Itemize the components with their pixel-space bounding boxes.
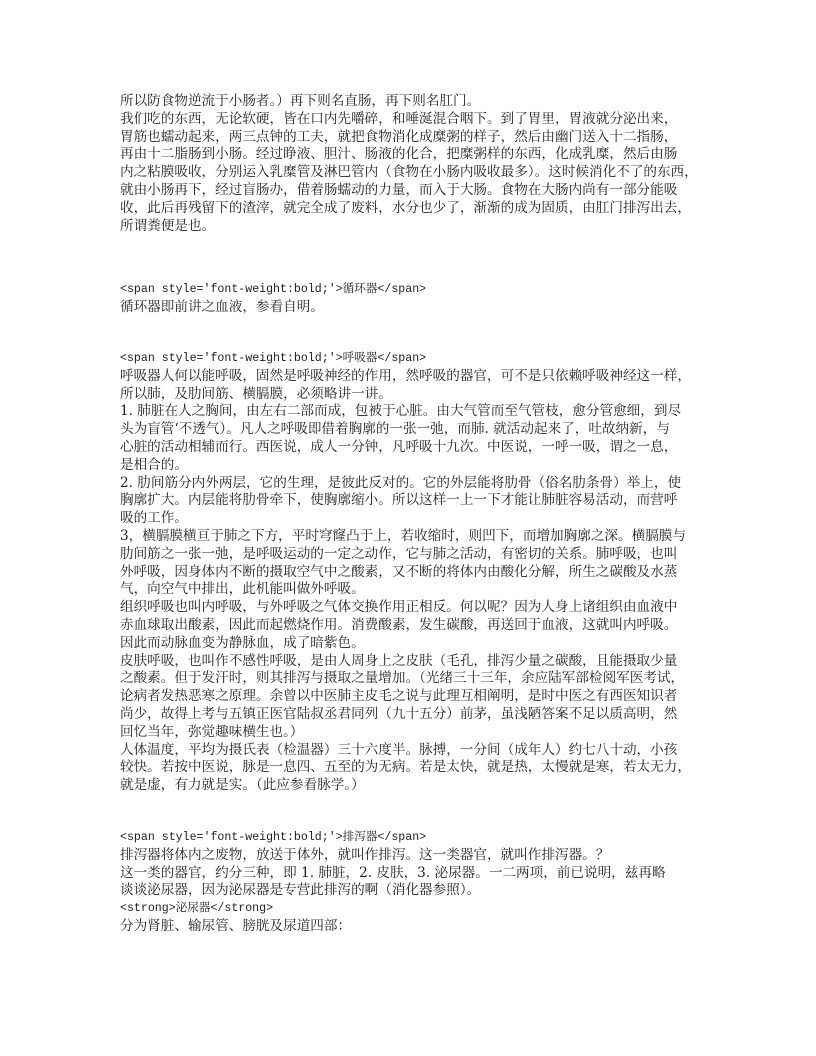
section-circulatory (120, 281, 710, 317)
section-heading: <span style='font-weight:bold;'>循环器</span> (120, 283, 427, 296)
text-line: 谈谈泌尿器，因为泌尿器是专营此排泻的啊（消化器参照）。 (120, 882, 481, 899)
text-line: 胃筋也蠕动起来，两三点钟的工夫，就把食物消化成糜粥的样子，然后由幽门送入十二指肠， (120, 128, 678, 145)
text-line: 胸廓扩大。内层能将肋骨牵下，使胸廓缩小。所以这样一上一下才能让肺脏容易活动，而营呼 (120, 492, 678, 509)
text-line: 2. 肋间筋分内外两层，它的生理，是彼此反对的。它的外层能将肋骨（俗名肋条骨）举上，使 (120, 474, 682, 491)
text-line: 是相合的。 (120, 456, 188, 473)
text-line: 就是虚，有力就是实。（此应参看脉学。） (120, 777, 365, 794)
text-line: 分为肾脏、输尿管、膀胱及尿道四部： (120, 917, 352, 934)
text-line: 所以防食物逆流于小肠者。）再下则名直肠，再下则名肛门。 (120, 93, 481, 109)
text-line: 所谓粪便是也。 (120, 217, 216, 234)
text-line: 尚少，故得上考与五镇正医官陆叔丞君同列（九十五分）前茅，虽浅陋答案不足以质高明，然 (120, 705, 678, 722)
text-line: 心脏的活动相辅而行。西医说，成人一分钟，凡呼吸十九次。中医说，一呼一吸，谓之一息， (120, 438, 678, 455)
text-line: 收，此后再残留下的渣滓，就完全成了废料，水分也少了，渐渐的成为固质，由肛门排泻出去， (120, 199, 691, 216)
section-heading: <span style='font-weight:bold;'>呼吸器</span> (120, 352, 427, 365)
text-line: <strong>泌尿器</strong> (120, 902, 274, 916)
text-line: 内之粘膜吸收，分别运入乳糜管及淋巴管内（食物在小肠内吸收最多）。这时候消化不了的东西， (120, 164, 698, 181)
text-line: 外呼吸，因身体内不断的摄取空气中之酸素，又不断的将体内由酸化分解，所生之碳酸及水蒸 (120, 563, 678, 580)
text-line: 较快。若按中医说，脉是一息四、五至的为无病。若是太快，就是热，太慢就是寒，若太无力， (120, 759, 691, 776)
text-line: 之酸素。但于发汗时，则其排泻与摄取之量增加。（光绪三十三年，余应陆军部检阅军医考试， (120, 670, 685, 687)
text-line: 就由小肠再下，经过盲肠办，借着肠蠕动的力量，而入于大肠。食物在大肠内尚有一部分能吸 (120, 181, 678, 198)
text-line: 论病者发热恶寒之原理。余曾以中医肺主皮毛之说与此理互相阐明，是时中医之有西医知识者 (120, 688, 678, 705)
text-line: 排泻器将体内之废物，放送于体外，就叫作排泻。这一类器官，就叫作排泻器。？ (120, 846, 610, 863)
text-line: 头为盲管‘不透气）。凡人之呼吸即借着胸廓的一张一弛，而肺. 就活动起来了，吐故纳新，与 (120, 421, 670, 438)
section-excretory (120, 829, 710, 936)
text-line: 吸的工作。 (120, 510, 188, 527)
text-line: 赤血球取出酸素，因此而起燃烧作用。消费酸素，发生碳酸，再送回于血液，这就叫内呼吸。 (120, 616, 678, 633)
text-line: 人体温度，平均为摄氏表（检温器）三十六度半。脉搏，一分间（成年人）约七八十动，小孩 (120, 741, 678, 758)
text-line: 这一类的器官，约分三种，即 1. 肺脏，2. 皮肤，3. 泌尿器。一二两项，前已说明，兹再略 (120, 864, 666, 881)
text-line: 循环器即前讲之血液，参看自明。 (120, 298, 324, 315)
text-line: 3，横膈膜横亘于肺之下方，平时穹窿凸于上，若收缩时，则凹下，而增加胸廓之深。横膈膜与 (120, 527, 686, 544)
text-line: 气，向空气中排出，此机能叫做外呼吸。 (120, 581, 365, 598)
text-line: 肋间筋之一张一弛，是呼吸运动的一定之动作，它与肺之活动，有密切的关系。肺呼吸，也叫 (120, 545, 678, 562)
text-line: 因此而动脉血变为静脉血，成了暗紫色。 (120, 634, 365, 651)
text-line: 组织呼吸也叫内呼吸，与外呼吸之气体交换作用正相反。何以呢？因为人身上诸组织由血液中 (120, 599, 678, 616)
text-line: 1. 肺脏在人之胸间，由左右二部而成，包被于心脏。由大气管而至气管枝，愈分管愈细，到尽 (120, 403, 682, 420)
text-line: 回忆当年，弥觉趣味横生也。） (120, 723, 304, 740)
section-respiratory (120, 350, 710, 795)
text-line: 再由十二脂肠到小肠。经过睁液、胆汁、肠液的化合，把糜粥样的东西，化成乳糜，然后由肠 (120, 146, 678, 163)
text-line: 呼吸器人何以能呼吸，固然是呼吸神经的作用，然呼吸的器官，可不是只依赖呼吸神经这一样， (120, 367, 691, 384)
text-line: 皮肤呼吸，也叫作不感性呼吸，是由人周身上之皮肤（毛孔，排泻少量之碳酸，且能摄取少量 (120, 652, 678, 669)
paragraph-digestion (120, 93, 710, 235)
section-heading: <span style='font-weight:bold;'>排泻器</span> (120, 831, 427, 844)
text-line: 我们吃的东西，无论软硬，皆在口内先嚼碎，和唾涎混合咽下。到了胃里，胃液就分泌出来， (120, 110, 678, 127)
text-line: 所以肺，及肋间筋、横膈膜，必须略讲一讲。 (120, 385, 392, 402)
